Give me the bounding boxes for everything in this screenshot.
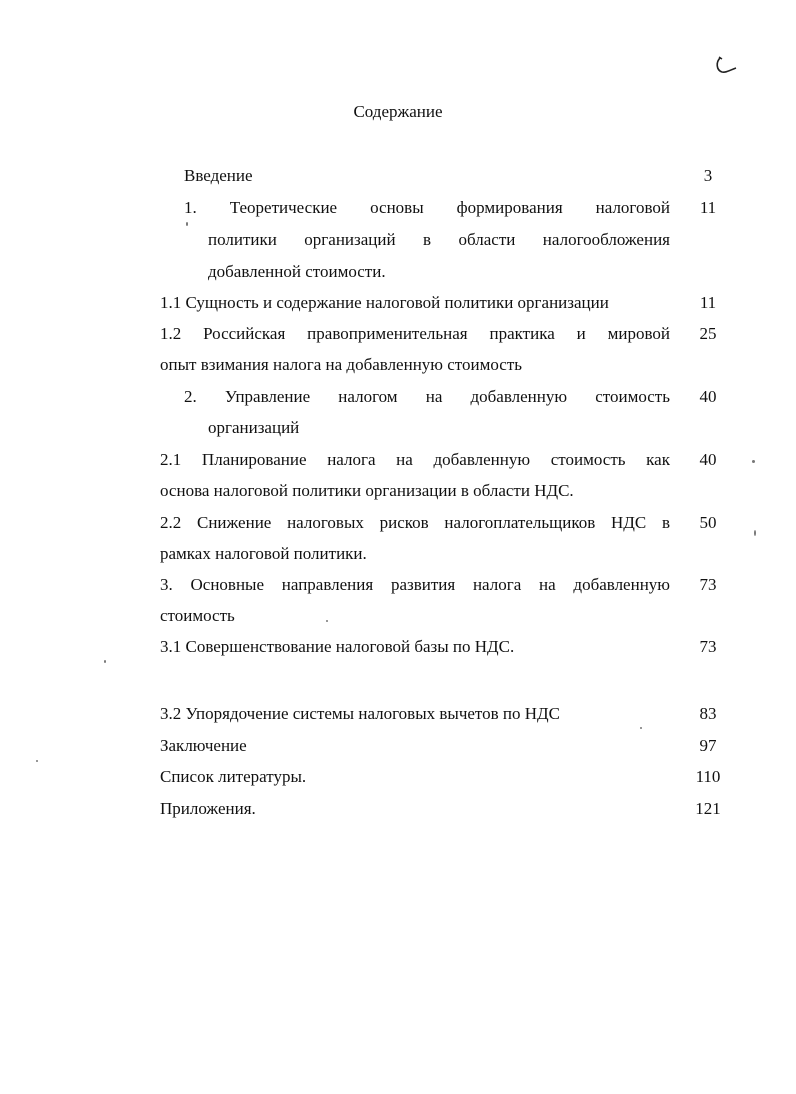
- toc-section-2-1-line-2: основа налоговой политики организации в области НДС.: [160, 481, 574, 500]
- toc-appendices: Приложения.: [160, 799, 256, 818]
- toc-section-3-2-page: 83: [699, 704, 717, 723]
- toc-conclusion-page: 97: [699, 736, 717, 755]
- toc-chapter-2-line-2: организаций: [208, 418, 300, 437]
- toc-section-3-2: 3.2 Упорядочение системы налоговых вычетов по НДС: [160, 704, 560, 723]
- scan-speck: [104, 660, 106, 663]
- toc-section-1-1: 1.1 Сущность и содержание налоговой политики организации: [160, 293, 609, 312]
- toc-section-1-2-line-1: 1.2 Российская правоприменительная практика и мировой: [160, 324, 670, 343]
- toc-chapter-3-line-1: 3. Основные направления развития налога на добавленную: [160, 575, 670, 594]
- toc-intro-page: 3: [703, 166, 713, 185]
- scan-speck: [752, 460, 755, 463]
- toc-chapter-2-line-1: 2. Управление налогом на добавленную стоимость: [184, 387, 670, 406]
- toc-conclusion: Заключение: [160, 736, 247, 755]
- toc-chapter-1-line-1: 1. Теоретические основы формирования налоговой: [184, 198, 670, 217]
- toc-appendices-page: 121: [695, 799, 721, 818]
- handwritten-mark-icon: [712, 52, 742, 82]
- toc-chapter-3-line-2: стоимость: [160, 606, 235, 625]
- toc-section-1-1-page: 11: [699, 293, 717, 312]
- toc-section-1-2-page: 25: [699, 324, 717, 343]
- toc-section-2-2-line-1: 2.2 Снижение налоговых рисков налогоплательщиков НДС в: [160, 513, 670, 532]
- toc-section-2-1-page: 40: [699, 450, 717, 469]
- toc-section-1-2-line-2: опыт взимания налога на добавленную стоимость: [160, 355, 523, 374]
- toc-section-2-1-line-1: 2.1 Планирование налога на добавленную стоимость как: [160, 450, 670, 469]
- toc-section-2-2-line-2: рамках налоговой политики.: [160, 544, 367, 563]
- toc-chapter-1-line-2: политики организаций в области налогообложения: [208, 230, 670, 249]
- toc-references-page: 110: [695, 767, 721, 786]
- toc-chapter-2-page: 40: [699, 387, 717, 406]
- toc-references: Список литературы.: [160, 767, 307, 786]
- toc-section-3-1: 3.1 Совершенствование налоговой базы по НДС.: [160, 637, 515, 656]
- toc-section-3-1-page: 73: [699, 637, 717, 656]
- scan-speck: [36, 760, 38, 762]
- toc-intro: Введение: [184, 166, 253, 185]
- scan-speck: [186, 222, 188, 226]
- toc-chapter-1-line-3: добавленной стоимости.: [208, 262, 386, 281]
- toc-chapter-1-page: 11: [699, 198, 717, 217]
- toc-section-2-2-page: 50: [699, 513, 717, 532]
- scan-speck: [640, 727, 642, 729]
- page-title: Содержание: [353, 102, 443, 121]
- scan-speck: [326, 620, 328, 622]
- toc-chapter-3-page: 73: [699, 575, 717, 594]
- scan-speck: [754, 530, 756, 536]
